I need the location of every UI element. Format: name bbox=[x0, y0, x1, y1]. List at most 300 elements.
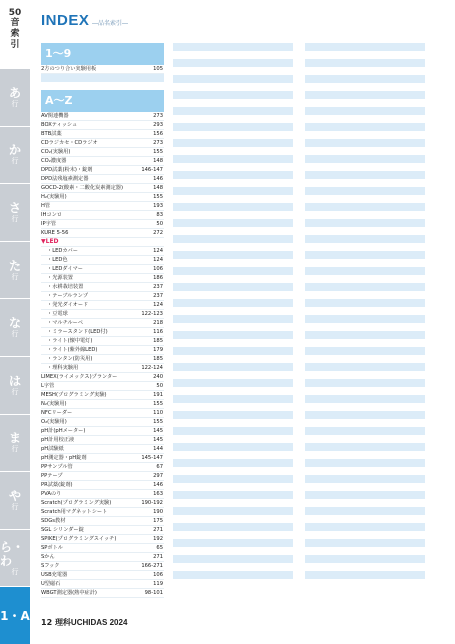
index-entry-name: IHコンロ bbox=[41, 212, 62, 218]
blank-row bbox=[305, 115, 425, 123]
index-entry-page: 98-101 bbox=[144, 590, 163, 596]
page-footer bbox=[41, 617, 127, 628]
index-entry bbox=[41, 400, 164, 409]
index-entry bbox=[41, 265, 164, 274]
blank-row bbox=[305, 363, 425, 371]
blank-row bbox=[305, 339, 425, 347]
blank-row bbox=[173, 363, 293, 371]
index-entry bbox=[41, 544, 164, 553]
index-tab-label: や bbox=[8, 488, 21, 503]
index-entry bbox=[41, 436, 164, 445]
blank-row bbox=[173, 171, 293, 179]
index-entry bbox=[41, 274, 164, 283]
index-entry-name: USB充電器 bbox=[41, 572, 68, 578]
index-entry bbox=[41, 571, 164, 580]
page-number: 12 bbox=[41, 618, 53, 627]
index-tab-strip bbox=[0, 0, 30, 644]
blank-row bbox=[173, 531, 293, 539]
blank-row bbox=[173, 147, 293, 155]
blank-row bbox=[305, 203, 425, 211]
blank-row bbox=[305, 259, 425, 267]
blank-row bbox=[305, 507, 425, 515]
index-tab-suffix: 行 bbox=[11, 330, 19, 339]
blank-row bbox=[305, 227, 425, 235]
index-entry bbox=[41, 553, 164, 562]
blank-row bbox=[173, 211, 293, 219]
index-entry-name: ・光源装置 bbox=[47, 275, 73, 281]
index-entry-page: 192 bbox=[153, 536, 163, 542]
index-tab[interactable] bbox=[0, 126, 30, 184]
index-entry-page: 50 bbox=[156, 383, 163, 389]
index-entry bbox=[41, 463, 164, 472]
blank-row bbox=[173, 115, 293, 123]
page-subtitle: ―品名索引― bbox=[92, 20, 129, 27]
index-entry-page: 218 bbox=[153, 320, 163, 326]
index-entry-name: Sかん bbox=[41, 554, 55, 560]
index-entry-page: 116 bbox=[153, 329, 163, 335]
index-entry-page: 166-271 bbox=[141, 563, 163, 569]
index-entry-name: ・LED色 bbox=[47, 257, 68, 263]
index-entry bbox=[41, 301, 164, 310]
blank-row bbox=[305, 43, 425, 51]
index-entry-name: GOCD-2(酸素・二酸化炭素測定器) bbox=[41, 185, 123, 191]
index-tab[interactable] bbox=[0, 298, 30, 356]
index-entry-page: 156 bbox=[153, 131, 163, 137]
index-entry-page: 271 bbox=[153, 527, 163, 533]
blank-row bbox=[305, 547, 425, 555]
index-entry-name: BOXティッシュ bbox=[41, 122, 78, 128]
index-entry-page: 191 bbox=[153, 392, 163, 398]
blank-row bbox=[173, 323, 293, 331]
blank-row bbox=[305, 155, 425, 163]
index-entry-name: ・LEDカバー bbox=[47, 248, 78, 254]
blank-row bbox=[305, 499, 425, 507]
index-tab-label: 1・A bbox=[0, 608, 30, 623]
index-entry-page: 106 bbox=[153, 266, 163, 272]
blank-row bbox=[173, 235, 293, 243]
index-entry-page: 146 bbox=[153, 176, 163, 182]
blank-row bbox=[305, 491, 425, 499]
section-heading: A～Z bbox=[41, 90, 164, 112]
index-entry-name: U型磁石 bbox=[41, 581, 61, 587]
blank-row bbox=[173, 355, 293, 363]
blank-row bbox=[173, 51, 293, 59]
index-entry bbox=[41, 319, 164, 328]
index-entry-page: 67 bbox=[156, 464, 163, 470]
blank-row bbox=[305, 347, 425, 355]
index-entry-name: pH試験紙 bbox=[41, 446, 64, 452]
index-entry-name: H₂(実験用) bbox=[41, 194, 67, 200]
blank-row bbox=[305, 331, 425, 339]
blank-row bbox=[305, 459, 425, 467]
index-entry-name: Scratch用マグネットシート bbox=[41, 509, 108, 515]
blank-row bbox=[305, 371, 425, 379]
index-entry bbox=[41, 409, 164, 418]
index-entry bbox=[41, 229, 164, 238]
blank-row bbox=[305, 379, 425, 387]
index-tab-suffix: 行 bbox=[11, 567, 19, 576]
blank-row bbox=[305, 555, 425, 563]
index-entry bbox=[41, 337, 164, 346]
index-entry-name: PPサンプル管 bbox=[41, 464, 73, 470]
index-entry-name: IP字管 bbox=[41, 221, 57, 227]
blank-row bbox=[305, 531, 425, 539]
blank-row bbox=[305, 451, 425, 459]
index-entry-name: ・ランタン(防災用) bbox=[47, 356, 93, 362]
index-tab[interactable] bbox=[0, 414, 30, 472]
index-entry bbox=[41, 193, 164, 202]
index-entry-page: 237 bbox=[153, 293, 163, 299]
index-entry-name: L字管 bbox=[41, 383, 55, 389]
blank-row bbox=[305, 163, 425, 171]
index-entry-page: 163 bbox=[153, 491, 163, 497]
index-entry-name: ・ライト(懐中電灯) bbox=[47, 338, 93, 344]
index-entry-page: 144 bbox=[153, 446, 163, 452]
index-entry bbox=[41, 220, 164, 229]
index-entry-page: 271 bbox=[153, 554, 163, 560]
index-entry bbox=[41, 328, 164, 337]
blank-row bbox=[173, 99, 293, 107]
index-entry-page: 293 bbox=[153, 122, 163, 128]
index-entry bbox=[41, 580, 164, 589]
blank-row bbox=[173, 227, 293, 235]
blank-row bbox=[305, 411, 425, 419]
index-tab[interactable] bbox=[0, 529, 30, 587]
blank-row bbox=[305, 243, 425, 251]
blank-row bbox=[305, 211, 425, 219]
index-entry-page: 145 bbox=[153, 437, 163, 443]
blank-row bbox=[305, 235, 425, 243]
blank-row bbox=[173, 291, 293, 299]
index-entry-name: ・ミラースタンド(LED付) bbox=[47, 329, 108, 335]
index-tab-suffix: 行 bbox=[11, 99, 19, 108]
index-entry bbox=[41, 418, 164, 427]
index-entry-name: ・発光ダイオード bbox=[47, 302, 89, 308]
index-entry-name: CO₂(実験用) bbox=[41, 149, 71, 155]
blank-row bbox=[305, 123, 425, 131]
blank-row bbox=[173, 43, 293, 51]
index-tab-suffix: 行 bbox=[11, 502, 19, 511]
blank-row bbox=[173, 459, 293, 467]
index-entry-name: CDラジカセ・CDラジオ bbox=[41, 140, 98, 146]
blank-row bbox=[305, 59, 425, 67]
blank-row bbox=[173, 403, 293, 411]
index-entry-name: ・テーブルランプ bbox=[47, 293, 89, 299]
index-entry-name: ・ライト(紫外線LED) bbox=[47, 347, 98, 353]
index-entry-page: 237 bbox=[153, 284, 163, 290]
blank-row bbox=[173, 331, 293, 339]
index-entry bbox=[41, 472, 164, 481]
index-entry bbox=[41, 382, 164, 391]
blank-row bbox=[173, 443, 293, 451]
index-entry-page: 155 bbox=[153, 419, 163, 425]
blank-row bbox=[305, 83, 425, 91]
blank-row bbox=[173, 347, 293, 355]
blank-row bbox=[173, 371, 293, 379]
index-entry-page: 297 bbox=[153, 473, 163, 479]
blank-row bbox=[173, 563, 293, 571]
index-entry bbox=[41, 184, 164, 193]
blank-row bbox=[173, 59, 293, 67]
blank-row bbox=[305, 419, 425, 427]
blank-row bbox=[305, 171, 425, 179]
section-heading: 1～9 bbox=[41, 43, 164, 65]
index-entry-name: LIMEX(ライメックス)プランター bbox=[41, 374, 118, 380]
index-entry-name: ・理科実験用 bbox=[47, 365, 79, 371]
index-entry bbox=[41, 445, 164, 454]
index-entry-page: 273 bbox=[153, 113, 163, 119]
blank-row bbox=[173, 379, 293, 387]
index-entry bbox=[41, 373, 164, 382]
index-entry bbox=[41, 499, 164, 508]
index-entry-name: pH計(pHメーター) bbox=[41, 428, 86, 434]
blank-row bbox=[173, 483, 293, 491]
index-entry bbox=[41, 247, 164, 256]
index-entry-name: H管 bbox=[41, 203, 51, 209]
blank-row bbox=[305, 291, 425, 299]
index-entry-page: 190 bbox=[153, 509, 163, 515]
index-entry-name: NFCリーダー bbox=[41, 410, 73, 416]
blank-row bbox=[305, 387, 425, 395]
blank-row bbox=[305, 187, 425, 195]
index-entry-name: Scratch(プログラミング実験) bbox=[41, 500, 112, 506]
blank-row bbox=[173, 219, 293, 227]
tab-head-char: 音 bbox=[10, 18, 20, 28]
blank-row bbox=[305, 539, 425, 547]
index-entry-name: O₂(実験用) bbox=[41, 419, 67, 425]
blank-row bbox=[173, 539, 293, 547]
index-entry-name: ・水耕栽培装置 bbox=[47, 284, 84, 290]
index-entry-name: SGL シリンダー錠 bbox=[41, 527, 84, 533]
index-entry bbox=[41, 355, 164, 364]
blank-row bbox=[173, 395, 293, 403]
blank-row bbox=[173, 275, 293, 283]
index-entry-name: DPD法残塩素測定器 bbox=[41, 176, 89, 182]
index-entry bbox=[41, 391, 164, 400]
index-entry-page: 185 bbox=[153, 338, 163, 344]
blank-row bbox=[173, 107, 293, 115]
blank-row bbox=[173, 67, 293, 75]
index-entry-page: 155 bbox=[153, 194, 163, 200]
index-group-heading bbox=[41, 238, 164, 247]
index-entry bbox=[41, 481, 164, 490]
index-entry-page: 155 bbox=[153, 401, 163, 407]
index-entry bbox=[41, 166, 164, 175]
blank-row bbox=[173, 435, 293, 443]
blank-row bbox=[173, 83, 293, 91]
index-entry-page: 273 bbox=[153, 140, 163, 146]
blank-row bbox=[305, 99, 425, 107]
blank-row bbox=[173, 155, 293, 163]
index-entry-name: ・LEDダイマー bbox=[47, 266, 83, 272]
index-entry-name: ・豆電球 bbox=[47, 311, 68, 317]
index-entry-name: WBGT測定器(熱中症計) bbox=[41, 590, 97, 596]
blank-row bbox=[173, 91, 293, 99]
blank-row bbox=[173, 307, 293, 315]
index-entry-page: 65 bbox=[156, 545, 163, 551]
blank-row bbox=[173, 75, 293, 83]
blank-row bbox=[305, 107, 425, 115]
index-entry-page: 122-123 bbox=[141, 311, 163, 317]
index-entry-page: 146 bbox=[153, 482, 163, 488]
index-entry bbox=[41, 121, 164, 130]
blank-row bbox=[173, 411, 293, 419]
blank-row bbox=[173, 523, 293, 531]
blank-row bbox=[173, 427, 293, 435]
blank-row bbox=[173, 195, 293, 203]
index-tab-label: な bbox=[8, 316, 21, 331]
index-entry-page: 124 bbox=[153, 257, 163, 263]
index-entry bbox=[41, 292, 164, 301]
blank-row bbox=[173, 267, 293, 275]
index-entry-page: 190-192 bbox=[141, 500, 163, 506]
index-tab-label: は bbox=[8, 373, 21, 388]
index-entry-page: 83 bbox=[156, 212, 163, 218]
index-tab[interactable] bbox=[0, 241, 30, 299]
blank-row bbox=[173, 547, 293, 555]
index-entry-page: 122-124 bbox=[141, 365, 163, 371]
blank-row bbox=[305, 299, 425, 307]
index-entry-page: 110 bbox=[153, 410, 163, 416]
blank-row bbox=[305, 427, 425, 435]
index-entry-name: pH計用校正液 bbox=[41, 437, 75, 443]
tab-head-number: 50 bbox=[8, 8, 22, 18]
blank-row bbox=[305, 579, 425, 587]
index-entry-name: SDGs教材 bbox=[41, 518, 66, 524]
index-entry-name: DPD試薬(粉末)・錠剤 bbox=[41, 167, 93, 173]
blank-row bbox=[173, 387, 293, 395]
index-tab[interactable] bbox=[0, 471, 30, 529]
blank-row bbox=[305, 75, 425, 83]
index-tab-label: ら・わ bbox=[0, 539, 25, 568]
index-entry-name: ・マルチルーペ bbox=[47, 320, 84, 326]
blank-row bbox=[173, 579, 293, 587]
index-entry bbox=[41, 364, 164, 373]
index-entry bbox=[41, 526, 164, 535]
blank-row bbox=[173, 339, 293, 347]
catalog-brand: 理科UCHIDAS 2024 bbox=[54, 618, 128, 627]
blank-row bbox=[305, 355, 425, 363]
index-entry bbox=[41, 346, 164, 355]
blank-row bbox=[305, 443, 425, 451]
blank-row bbox=[173, 283, 293, 291]
blank-index-column bbox=[305, 43, 425, 587]
index-tab[interactable] bbox=[0, 68, 30, 126]
index-entry-name: 2方のつり合い実験用板 bbox=[41, 66, 97, 72]
index-entry-name: PVAのり bbox=[41, 491, 62, 497]
blank-row bbox=[173, 163, 293, 171]
index-entry bbox=[41, 175, 164, 184]
blank-row bbox=[305, 403, 425, 411]
blank-row bbox=[173, 419, 293, 427]
blank-row bbox=[173, 467, 293, 475]
index-entry-name: BTB試薬 bbox=[41, 131, 62, 137]
index-tab[interactable] bbox=[0, 183, 30, 241]
tab-head-char: 索 bbox=[10, 29, 20, 39]
index-entry-name: PR試薬(錠剤) bbox=[41, 482, 73, 488]
blank-row bbox=[305, 395, 425, 403]
index-entry bbox=[41, 310, 164, 319]
blank-row bbox=[305, 179, 425, 187]
section-spacer bbox=[41, 82, 164, 90]
blank-row bbox=[305, 563, 425, 571]
index-entry-page: 240 bbox=[153, 374, 163, 380]
index-entry bbox=[41, 157, 164, 166]
index-tab-label: ま bbox=[8, 431, 21, 446]
index-entry-page: 146-147 bbox=[141, 167, 163, 173]
index-entry bbox=[41, 454, 164, 463]
blank-row bbox=[173, 515, 293, 523]
index-entry bbox=[41, 562, 164, 571]
index-entry bbox=[41, 508, 164, 517]
index-entry bbox=[41, 112, 164, 121]
index-column bbox=[41, 43, 164, 598]
index-entry-page: 124 bbox=[153, 302, 163, 308]
blank-row bbox=[173, 491, 293, 499]
blank-row bbox=[173, 259, 293, 267]
index-entry-name: ▼LED bbox=[41, 238, 59, 245]
blank-row bbox=[173, 299, 293, 307]
index-entry bbox=[41, 589, 164, 598]
index-tab-label: か bbox=[8, 143, 21, 158]
blank-row bbox=[173, 187, 293, 195]
tab-head-char: 引 bbox=[10, 40, 20, 50]
blank-row bbox=[305, 139, 425, 147]
blank-row bbox=[173, 571, 293, 579]
index-entry-page: 124 bbox=[153, 248, 163, 254]
blank-row bbox=[173, 139, 293, 147]
index-tab[interactable] bbox=[0, 586, 30, 644]
index-entry-name: PPテープ bbox=[41, 473, 63, 479]
blank-row bbox=[305, 515, 425, 523]
index-entry bbox=[41, 517, 164, 526]
blank-row bbox=[305, 219, 425, 227]
index-entry bbox=[41, 283, 164, 292]
index-tab-suffix: 行 bbox=[11, 445, 19, 454]
index-entry-page: 105 bbox=[153, 66, 163, 72]
blank-row bbox=[173, 131, 293, 139]
index-entry-name: N₂(実験用) bbox=[41, 401, 67, 407]
blank-row bbox=[173, 179, 293, 187]
blank-row bbox=[173, 475, 293, 483]
index-entry-page: 185 bbox=[153, 356, 163, 362]
blank-row bbox=[305, 267, 425, 275]
blank-row bbox=[305, 315, 425, 323]
index-entry-page: 145 bbox=[153, 428, 163, 434]
index-entry-name: CO₂濃度器 bbox=[41, 158, 67, 164]
blank-row bbox=[305, 91, 425, 99]
blank-row bbox=[305, 275, 425, 283]
index-entry-name: KURE 5-56 bbox=[41, 230, 69, 236]
blank-row bbox=[173, 123, 293, 131]
blank-row bbox=[305, 147, 425, 155]
index-entry-page: 193 bbox=[153, 203, 163, 209]
blank-row bbox=[305, 251, 425, 259]
blank-row bbox=[305, 195, 425, 203]
index-entry bbox=[41, 202, 164, 211]
index-entry bbox=[41, 65, 164, 74]
index-tab[interactable] bbox=[0, 356, 30, 414]
index-entry bbox=[41, 211, 164, 220]
blank-row bbox=[305, 51, 425, 59]
section-spacer bbox=[41, 74, 164, 82]
blank-row bbox=[305, 475, 425, 483]
index-tab-label: あ bbox=[8, 85, 21, 100]
index-entry bbox=[41, 256, 164, 265]
index-entry-page: 272 bbox=[153, 230, 163, 236]
index-tab-label: た bbox=[8, 258, 21, 273]
index-entry-page: 175 bbox=[153, 518, 163, 524]
